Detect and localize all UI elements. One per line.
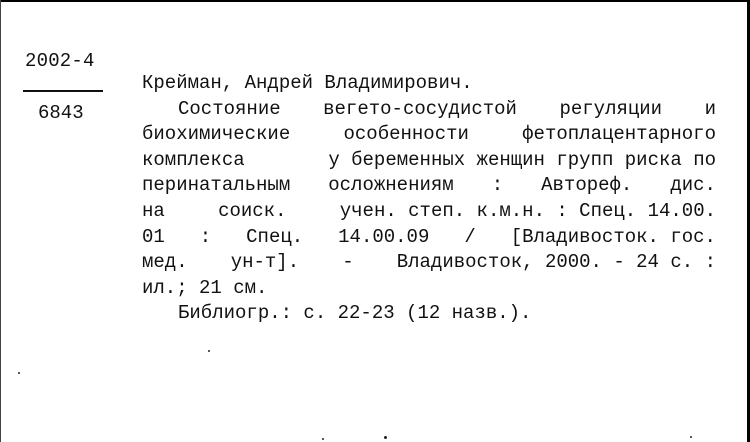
title-word: Спец. bbox=[246, 225, 304, 248]
title-word: учен. степ. к.м.н. : Спец. 14.00. bbox=[339, 199, 716, 222]
title-line bbox=[142, 225, 716, 251]
dust-speck bbox=[690, 436, 692, 438]
title-line bbox=[142, 250, 716, 276]
title-word: комплекса bbox=[142, 148, 245, 171]
title-word: регуляции bbox=[559, 97, 663, 120]
title-line bbox=[142, 173, 716, 199]
title-block bbox=[142, 97, 716, 276]
card-top-edge bbox=[0, 0, 750, 2]
title-word: Автореф. bbox=[541, 174, 633, 197]
bibliography-note: Библиогр.: с. 22-23 (12 назв.). bbox=[178, 302, 532, 325]
title-line bbox=[142, 148, 716, 174]
title-line bbox=[142, 199, 716, 225]
title-word: вегето-сосудистой bbox=[323, 97, 517, 120]
author-heading: Крейман, Андрей Владимирович. bbox=[142, 72, 473, 94]
title-word: особенности bbox=[343, 123, 469, 146]
physical-description: ил.; 21 см. bbox=[142, 276, 268, 299]
title-word: дис. bbox=[670, 174, 716, 197]
title-word: на bbox=[142, 199, 165, 222]
title-word: 01 bbox=[142, 225, 165, 248]
title-word: фетоплацентарного bbox=[522, 123, 716, 146]
title-word: перинатальным bbox=[142, 174, 291, 197]
call-number-top: 2002-4 bbox=[25, 50, 95, 72]
title-word: и bbox=[704, 97, 716, 120]
title-word: 14.00.09 bbox=[338, 225, 430, 248]
record-body bbox=[142, 71, 716, 327]
title-word: у беременных женщин групп риска по bbox=[328, 148, 716, 171]
card-left-edge bbox=[0, 0, 1, 442]
title-line bbox=[142, 122, 716, 148]
title-word: соиск. bbox=[218, 199, 287, 222]
title-line bbox=[142, 97, 716, 123]
title-word: Состояние bbox=[178, 97, 281, 120]
title-word: / bbox=[464, 225, 476, 248]
title-word: мед. bbox=[142, 251, 188, 274]
title-word: Владивосток, 2000. - 24 с. : bbox=[396, 251, 716, 274]
dust-speck bbox=[384, 436, 387, 439]
title-word: ун-т]. bbox=[230, 251, 300, 274]
dust-speck bbox=[322, 438, 324, 440]
call-number-bottom: 6843 bbox=[38, 102, 84, 124]
dust-speck bbox=[18, 372, 20, 374]
title-word: [Владивосток. гос. bbox=[510, 225, 716, 248]
title-word: : bbox=[199, 225, 212, 248]
title-word: биохимические bbox=[142, 123, 291, 146]
title-word: осложнениям bbox=[328, 174, 454, 197]
title-word: - bbox=[342, 251, 354, 274]
dust-speck bbox=[208, 350, 210, 352]
title-word: : bbox=[491, 174, 504, 197]
call-number-divider bbox=[23, 90, 103, 92]
